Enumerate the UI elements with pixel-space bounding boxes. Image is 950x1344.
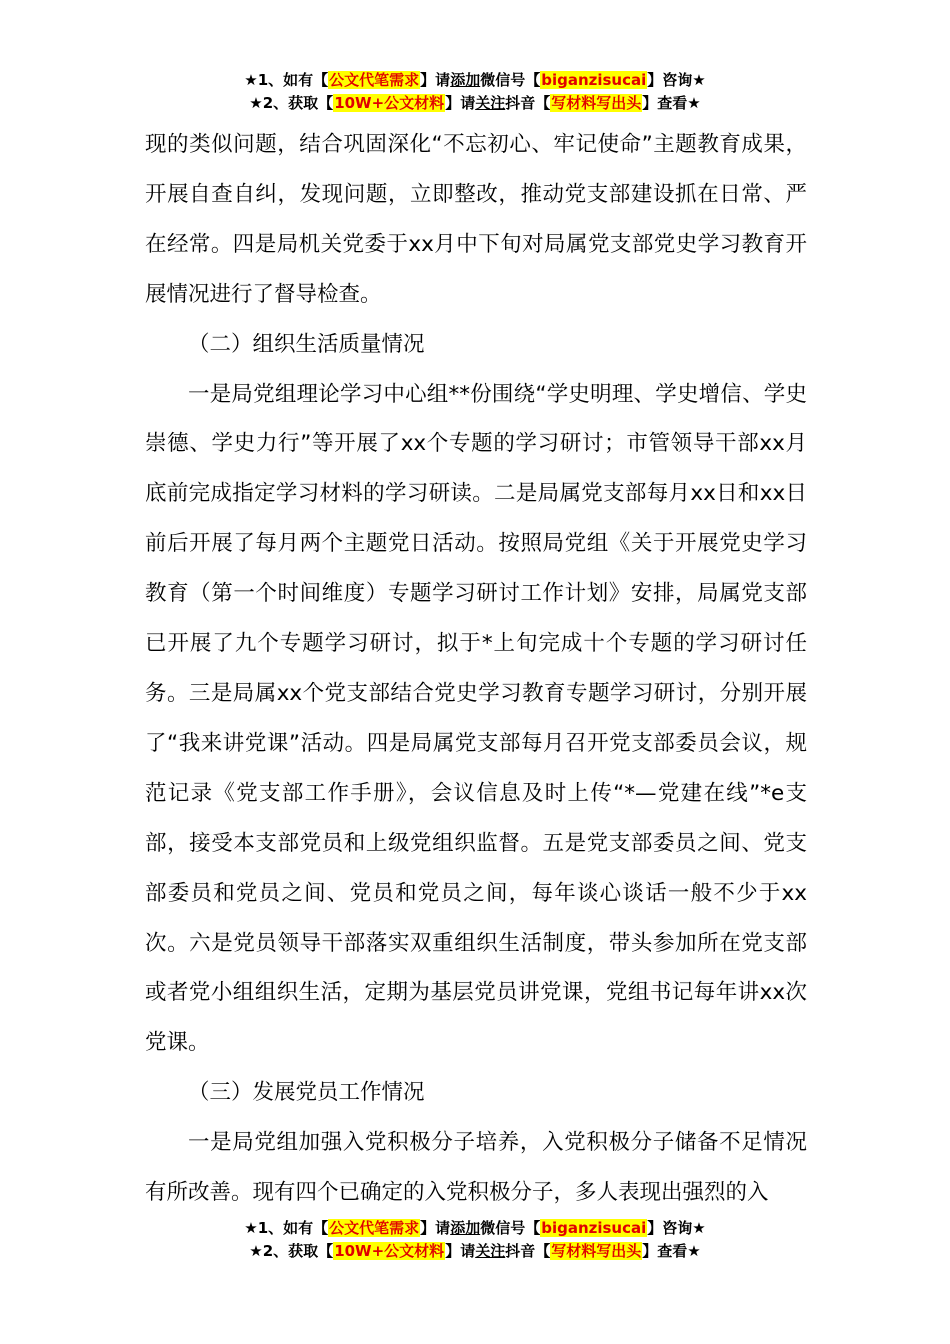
banner-text: 】请	[420, 71, 451, 89]
banner-text: 】咨询★	[647, 71, 706, 89]
document-body	[145, 120, 807, 1218]
banner-text: ★1、如有【	[244, 71, 329, 89]
banner-line-1	[0, 69, 950, 92]
banner-text: 】请	[445, 1242, 476, 1260]
banner-line-2	[0, 1240, 950, 1263]
banner-text: 】查看★	[642, 94, 701, 112]
banner-line-2	[0, 92, 950, 115]
banner-text: 微信号【	[480, 1219, 541, 1237]
highlight-text: 公文代笔需求	[329, 71, 420, 89]
footer-banner	[0, 1217, 950, 1263]
highlight-text: 公文代笔需求	[329, 1219, 420, 1237]
banner-text: 抖音【	[505, 94, 551, 112]
underlined-text: 添加	[450, 1219, 481, 1237]
douyin-id-highlight: 写材料写出头	[551, 1242, 642, 1260]
banner-text: 微信号【	[480, 71, 541, 89]
banner-text: 】请	[420, 1219, 451, 1237]
banner-text: 】请	[445, 94, 476, 112]
banner-text: ★2、获取【	[249, 1242, 334, 1260]
underlined-text: 关注	[475, 94, 506, 112]
banner-text: 抖音【	[505, 1242, 551, 1260]
highlight-text: 10W+公文材料	[334, 94, 445, 112]
banner-text: ★1、如有【	[244, 1219, 329, 1237]
section-heading: （二）组织生活质量情况	[188, 331, 425, 357]
body-paragraph: 一是局党组加强入党积极分子培养，入党积极分子储备不足情况有所改善。现有四个已确定的入党积极分子，多人表现出强烈的入	[145, 1130, 807, 1206]
douyin-id-highlight: 写材料写出头	[551, 94, 642, 112]
underlined-text: 关注	[475, 1242, 506, 1260]
body-paragraph: 一是局党组理论学习中心组**份围绕“学史明理、学史增信、学史崇德、学史力行”等开展了xx个专题的学习研讨；市管领导干部xx月底前完成指定学习材料的学习研读。二是局属党支部每月xx日和xx日前后开展了每月两个主题党日活动。按照局党组《关于开展党史学习教育（第一个时间维度）专题学习研讨工作计划》安排，局属党支部已开展了九个专题学习研讨，拟于*上旬完成十个专题的学习研讨任务。三是局属xx个党支部结合党史学习教育专题学习研讨，分别开展了“我来讲党课”活动。四是局属党支部每月召开党支部委员会议，规范记录《党支部工作手册》，会议信息及时上传“*—党建在线”*e支部，接受本支部党员和上级党组织监督。五是党支部委员之间、党支部委员和党员之间、党员和党员之间，每年谈心谈话一般不少于xx次。六是党员领导干部落实双重组织生活制度，带头参加所在党支部或者党小组组织生活，定期为基层党员讲党课，党组书记每年讲xx次党课。	[145, 381, 807, 1056]
wechat-id-highlight: biganzisucai	[541, 71, 647, 89]
body-paragraph: 现的类似问题，结合巩固深化“不忘初心、牢记使命”主题教育成果，开展自查自纠，发现问题，立即整改，推动党支部建设抓在日常、严在经常。四是局机关党委于xx月中下旬对局属党支部党史学习教育开展情况进行了督导检查。	[145, 132, 807, 307]
banner-text: 】咨询★	[647, 1219, 706, 1237]
banner-text: ★2、获取【	[249, 94, 334, 112]
wechat-id-highlight: biganzisucai	[541, 1219, 647, 1237]
underlined-text: 添加	[450, 71, 481, 89]
header-banner	[0, 69, 950, 115]
banner-line-1	[0, 1217, 950, 1240]
banner-text: 】查看★	[642, 1242, 701, 1260]
section-heading: （三）发展党员工作情况	[188, 1080, 425, 1106]
highlight-text: 10W+公文材料	[334, 1242, 445, 1260]
